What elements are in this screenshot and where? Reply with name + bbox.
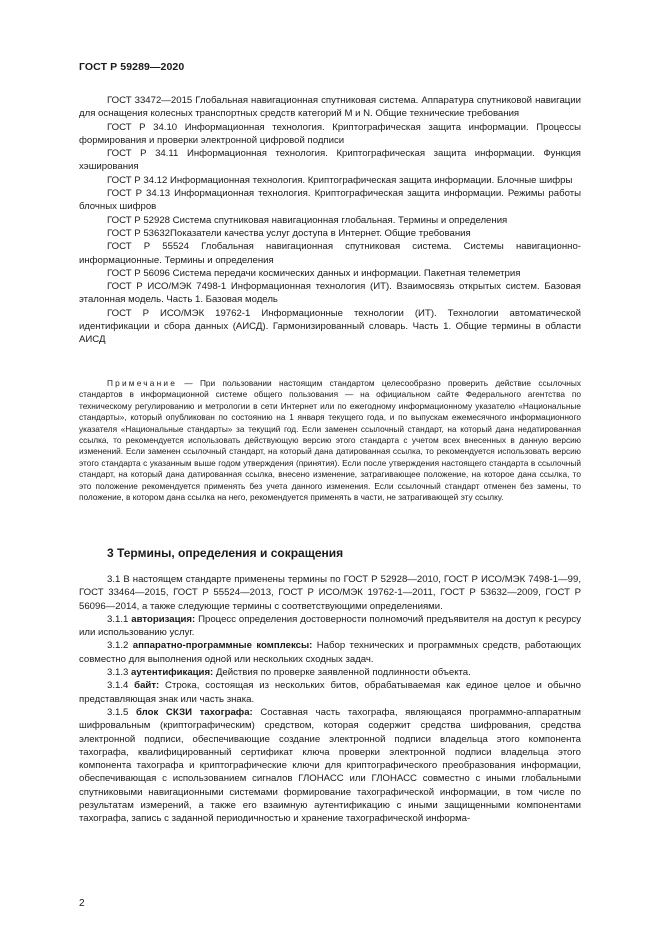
note-label: Примечание [107, 378, 178, 388]
reference-list [79, 94, 581, 347]
term-name: байт: [134, 680, 160, 692]
reference-item: ГОСТ Р 53632Показатели качества услуг доступа в Интернет. Общие требования [107, 227, 471, 239]
term-number: 3.1.2 [107, 640, 129, 652]
reference-item: ГОСТ Р 56096 Система передачи космических данных и информации. Пакетная телеметрия [107, 267, 521, 279]
reference-item: ГОСТ Р 34.11 Информационная технология. Криптографическая защита информации. Функция хэширования [79, 148, 581, 173]
note-paragraph [79, 378, 581, 503]
term-entry [79, 679, 581, 706]
term-name: аппаратно-программные комплексы: [132, 640, 313, 652]
term-definition: Процесс определения достоверности полномочий предъявителя на доступ к ресурсу или использованию услуг. [79, 613, 582, 639]
section-title: 3 Термины, определения и сокращения [107, 546, 344, 560]
term-definition: Составная часть тахографа, являющаяся программно-аппаратным шифровальным (криптографическим) средством, которая содержит средства шифрования, средства электронной подписи, обеспечивающие создание электронной подписи владельца этого компонента тахографа, квалифицированный сертификат ключа проверки электронной подписи владельца этого компонента тахографа и криптографические ключи для криптографического преобразования информации, обеспечивающая с использованием сигналов ГЛОНАСС или ГЛОНАСС совместно с иными глобальными спутниковыми навигационными системами формирование тахографической информации, в том числе по результатам измерений, а также его взаимную аутентификацию с иными защищенными компонентами тахографа, запись с заданной периодичностью и хранение тахографической информа- [79, 706, 581, 825]
term-entry [79, 666, 581, 679]
reference-item: ГОСТ Р 34.12 Информационная технология. Криптографическая защита информации. Блочные шифры [107, 174, 573, 186]
term-number: 3.1.4 [107, 680, 129, 692]
term-definition: Набор технических и программных средств, работающих совместно для выполнения одной или нескольких сходных задач. [79, 640, 581, 665]
page-number: 2 [79, 898, 85, 909]
reference-item: ГОСТ 33472—2015 Глобальная навигационная спутниковая система. Аппаратура спутниковой навигации для оснащения колесных транспортных средств категорий M и N. Общие технические требования [79, 95, 581, 120]
reference-item: ГОСТ Р 34.10 Информационная технология. Криптографическая защита информации. Процессы формирования и проверки электронной цифровой подписи [79, 121, 581, 146]
reference-item: ГОСТ Р ИСО/МЭК 19762-1 Информационные технологии (ИТ). Технологии автоматической идентификации и сбора данных (АИСД). Гармонизированный словарь. Часть 1. Общие термины в области АИСД [79, 307, 581, 346]
term-number: 3.1.1 [107, 613, 129, 625]
term-name: блок СКЗИ тахографа: [135, 706, 253, 718]
term-name: аутентификация: [131, 667, 214, 679]
term-entry [79, 639, 581, 666]
note-text: — При пользовании настоящим стандартом целесообразно проверить действие ссылочных стандартов в информационной системе общего пользования — на официальном сайте Федерального агентства по техническому регулированию и метрологии в сети Интернет или по ежегодному информационному указателю «Национальные стандарты», который опубликован по состоянию на 1 января текущего года, и по выпускам ежемесячного информационного указателя «Национальные стандарты» за текущий год. Если заменен ссылочный стандарт, на который дана недатированная ссылка, то рекомендуется использовать действующую версию этого стандарта с учетом всех внесенных в данную версию изменений. Если заменен ссылочный стандарт, на который дана датированная ссылка, то рекомендуется использовать версию этого стандарта с указанным выше годом утверждения (принятия). Если после утверждения настоящего стандарта в ссылочный стандарт, на который дана датированная ссылка, внесено изменение, затрагивающее положение, на которое дана ссылка, то это положение рекомендуется применять без учета данного изменения. Если ссылочный стандарт отменен без замены, то положение, в котором дана ссылка на него, рекомендуется применять в части, не затрагивающей эту ссылку. [79, 378, 581, 503]
terms-section [79, 573, 581, 826]
reference-item: ГОСТ Р 34.13 Информационная технология. Криптографическая защита информации. Режимы работы блочных шифров [79, 188, 581, 213]
document-header: ГОСТ Р 59289—2020 [79, 61, 185, 73]
reference-item: ГОСТ Р 52928 Система спутниковая навигационная глобальная. Термины и определения [107, 214, 508, 226]
term-number: 3.1.3 [107, 667, 129, 679]
term-entry [79, 706, 581, 826]
reference-item: ГОСТ Р 55524 Глобальная навигационная спутниковая система. Системы навигационно-информационные. Термины и определения [79, 241, 581, 266]
term-number: 3.1.5 [107, 706, 129, 718]
term-definition: Строка, состоящая из нескольких битов, обрабатываемая как единое целое и обычно представляющая знак или часть знака. [79, 680, 581, 705]
reference-item: ГОСТ Р ИСО/МЭК 7498-1 Информационная технология (ИТ). Взаимосвязь открытых систем. Базовая эталонная модель. Часть 1. Базовая модель [79, 281, 581, 306]
term-entry [79, 613, 581, 640]
term-name: авторизация: [131, 613, 196, 625]
term-definition: Действия по проверке заявленной подлинности объекта. [213, 667, 471, 679]
section-intro: 3.1 В настоящем стандарте применены термины по ГОСТ Р 52928—2010, ГОСТ Р ИСО/МЭК 7498-1—99, ГОСТ 33464—2015, ГОСТ Р 55524—2013, ГОСТ Р ИСО/МЭК 19762-1—2011, ГОСТ Р 53632—2009, ГОСТ Р 56096—2014, а также следующие термины с соответствующими определениями. [79, 574, 581, 612]
